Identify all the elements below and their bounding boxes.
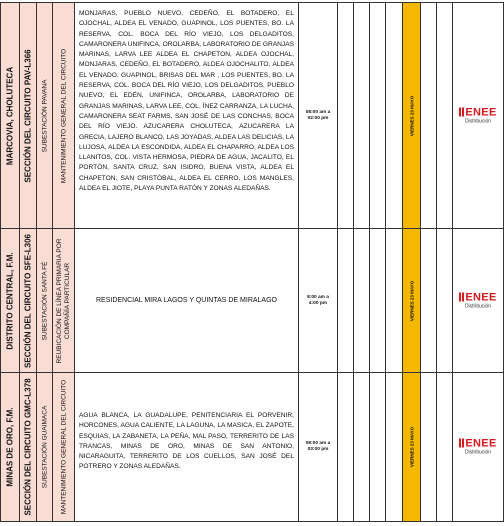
date-cell [402,229,420,372]
substation-label: SUBESTACIÓN GUAIMACA [41,405,48,489]
blank-cell [420,3,436,228]
work-cell [52,373,74,521]
table-row [0,228,504,372]
enee-logo [453,292,503,309]
logo-text: ENEE [465,437,497,450]
blank-cell [369,3,385,228]
blank-cell [337,373,353,521]
blank-cell [420,229,436,372]
blank-cell [420,373,436,521]
location-cell [0,229,19,372]
blank-cell [385,373,402,521]
location-cell [0,3,19,228]
blank-cell [353,373,369,521]
time-cell [298,3,337,228]
date-label: VIERNES 23 MAYO [409,426,414,468]
section-cell [19,3,36,228]
blank-cell [369,373,385,521]
logo-text: ENEE [465,291,497,303]
work-label: REUBICACIÓN DE LÍNEA PRIMARIA POR COMPAÑÍA PARTICULAR [55,238,71,363]
time-from: 09:00 am a [305,441,331,446]
location-label: MINAS DE ORO, F.M. [5,407,15,487]
date-label: VIERNES 23 MAYO [409,280,414,321]
location-cell [0,373,19,521]
time-range [299,295,337,307]
substation-label: SUBESTACIÓN PAVANA [41,79,48,152]
logo-cell [452,373,504,521]
areas-cell [74,373,298,521]
time-range [299,441,337,453]
time-from: 08:00 am a [305,109,331,115]
enee-mark-icon [459,292,464,301]
location-label: MARCOVIA, CHOLUTECA [5,66,15,165]
affected-areas-text: MONJARAS, PUEBLO NUEVO, CEDEÑO, EL BOTADERO, EL OJOCHAL, ALDEA EL VENADO, GUAPINOL, LOS PUENTES, BO. LA RESERVA, COL. BOCA DEL RÍO VIEJO, LOS DELGADITOS, CAMARONERA UNIFINCA, OROLARBA, LABORATORIO DE GRANJAS MARINAS, LARVA LEE ALDEA EL CHAPETON, ALDEA OJOCHAL, MONJARAS, CEDEÑO, EL BOTADERO, ALDEA OJOCHALITO, ALDEA EL VENADO, GUAPINOL, BRISAS DEL MAR , LOS PUENTES, BO. LA RESERVA, COL. BOCA DEL RÍO VIEJO, LOS DELGADITOS, PUEBLO NUEVO, EL EDÉN, UNIFINCA, OROLARBA, LABORATORIO DE GRANJAS MARINAS, LARVA LEE, COL. ÍNEZ CARRANZA, LA LUCHA, CAMARONERA SEAT FARMS, SAN JOSÉ DE LAS CONCHAS, BOCA DEL RÍO VIEJO. AZUCARERA CHOLUTECA, AZUCARERA LA GRECIA, LAJERO BLANCO, LAS JOYADAS, ALDEA LAS DELICIAS, LA LUJOSA, ALDEA LA ESCONDIDA, ALDEA EL CHAPARRO, ALDEA LOS LLANITOS, COL. VISTA HERMOSA, PIEDRA DE AGUA, JACALITO, EL PORTÓN, SANTA CRUZ, SAN ISIDRO, BUENA VISTA, ALDEA EL CHAPETON, SAN CRISTÓBAL, ALDEA EL CERRO, LOS MANGLES, ALDEA EL JIOTE, PLAYA PUNTA RATÓN Y ZONAS ALEDAÑAS. [79,10,294,193]
blank-cell [353,3,369,228]
time-to: 03:00 pm [307,447,329,452]
affected-areas-text: AGUA BLANCA, LA GUADALUPE, PENITENCIARIA EL PORVENIR, HORCONES, AGUA CALIENTE, LA LAGUNA, LA MASICA, EL ZAPOTE, ESQUIAS, LA ZABANETA, LA PEÑA, MAL PASO, TERRERITO DE LAS TRANCAS, MINAS DE ORO, MINAS DE SAN ANTONIO, NICARAGUITA, TERRERITO DE LOS CUELLOS, SAN JOSÉ DEL POTRERO Y ZONAS ALEDAÑAS. [79,412,294,471]
section-cell [19,229,36,372]
blank-cell [385,229,402,372]
logo-text: ENEE [465,106,497,118]
enee-mark-icon [459,439,464,448]
areas-cell [74,3,298,228]
logo-cell [452,229,504,372]
logo-subtitle: Distribución [464,303,492,309]
section-label: SECCIÓN DEL CIRCUITO PAV-L366 [23,48,33,183]
substation-cell [36,229,52,372]
work-label: MANTENIMIENTO GENERAL DEL CIRCUITO [60,379,67,515]
blank-cell [369,229,385,372]
time-from: 8:00 am a [307,294,329,300]
enee-mark-icon [459,107,464,116]
blank-cell [337,229,353,372]
logo-subtitle: Distribución [464,118,492,124]
time-to: 02:00 pm [307,115,329,121]
work-cell [52,3,74,228]
blank-cell [436,373,452,521]
section-label: SECCIÓN DEL CIRCUITO GMC-L378 [23,378,33,516]
section-cell [19,373,36,521]
enee-logo [453,107,503,124]
table-row [0,2,504,228]
substation-cell [36,373,52,521]
time-range [299,110,337,122]
work-label: MANTENIMIENTO GENERAL DEL CIRCUITO [60,48,67,183]
time-to: 4:00 pm [308,300,328,306]
time-cell [298,229,337,372]
areas-cell [74,229,298,372]
table-row [0,372,504,522]
substation-cell [36,3,52,228]
enee-logo [453,439,503,456]
affected-areas-text: RESIDENCIAL MIRA LAGOS Y QUINTAS DE MIRALAGO [95,296,277,304]
blank-cell [337,3,353,228]
time-cell [298,373,337,521]
logo-subtitle: Distribución [464,449,492,456]
section-label: SECCIÓN DEL CIRCUITO SFE-L306 [23,233,33,368]
location-label: DISTRITO CENTRAL, F.M. [5,251,15,350]
work-cell [52,229,74,372]
blank-cell [436,3,452,228]
blank-cell [385,3,402,228]
date-cell [402,373,420,521]
blank-cell [436,229,452,372]
date-cell [402,3,420,228]
date-label: VIERNES 23 MAYO [409,95,414,136]
logo-cell [452,3,504,228]
substation-label: SUBESTACIÓN SANTA FÉ [41,261,48,340]
blank-cell [353,229,369,372]
